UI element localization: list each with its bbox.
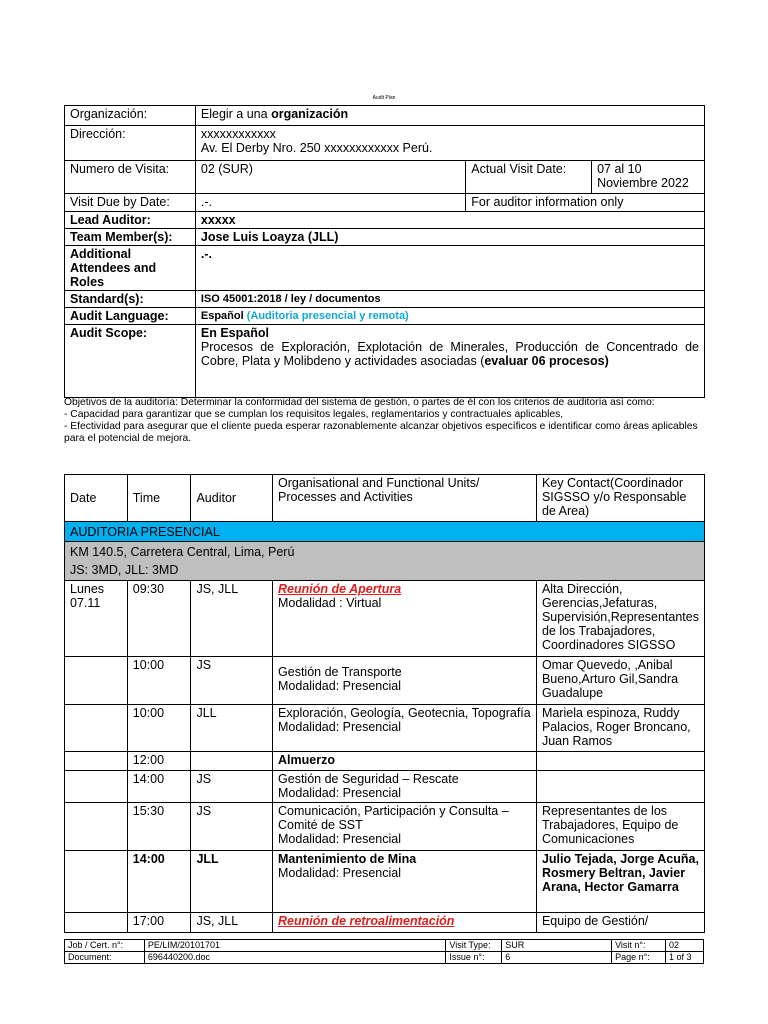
- cell-time: 12:00: [127, 752, 191, 771]
- schedule-table: [64, 474, 705, 933]
- section-row: [65, 522, 705, 542]
- col-header-time: Time: [127, 475, 191, 522]
- row-organizacion: [65, 106, 705, 126]
- value-lead-auditor: xxxxx: [195, 212, 704, 229]
- cell-time: 17:00: [127, 913, 191, 933]
- footer-row-2: [65, 952, 704, 964]
- audit-info-table: [64, 105, 705, 398]
- value-actual-visit-date: 07 al 10 Noviembre 2022: [592, 161, 705, 194]
- cell-date: [65, 851, 128, 913]
- schedule-row: [65, 851, 705, 913]
- cell-activity: Gestión de Seguridad – Rescate Modalidad: Presencial: [273, 771, 537, 803]
- value-direccion: xxxxxxxxxxxx Av. El Derby Nro. 250 xxxxxxxxxxxx Perú.: [195, 126, 704, 161]
- label-visit-due: Visit Due by Date:: [65, 194, 196, 212]
- cell-auditor: JS: [191, 803, 273, 851]
- footer-visit-no-value: 02: [666, 940, 704, 952]
- row-audit-scope: [65, 325, 705, 398]
- value-organizacion: Elegir a una organización: [195, 106, 704, 126]
- value-additional-attendees: .-.: [195, 246, 704, 291]
- note-visit-due: For auditor information only: [466, 194, 705, 212]
- objectives-item-1: - Capacidad para garantizar que se cumplan los requisitos legales, reglamentarios y contractuales aplicables,: [64, 409, 564, 420]
- cell-auditor: JLL: [191, 851, 273, 913]
- cell-auditor: JS: [191, 771, 273, 803]
- value-audit-language: Español (Auditoria presencial y remota): [195, 308, 704, 325]
- cell-time: 15:30: [127, 803, 191, 851]
- label-direccion: Dirección:: [65, 126, 196, 161]
- cell-activity: Almuerzo: [273, 752, 537, 771]
- col-header-contact: Key Contact(Coordinador SIGSSO y/o Responsable de Area): [536, 475, 704, 522]
- label-actual-visit-date: Actual Visit Date:: [466, 161, 592, 194]
- schedule-row: [65, 913, 705, 933]
- schedule-row: [65, 705, 705, 752]
- value-team-members: Jose Luis Loayza (JLL): [195, 229, 704, 246]
- footer-document-label: Document:: [65, 952, 145, 964]
- value-numero-visita: 02 (SUR): [195, 161, 465, 194]
- row-team-members: [65, 229, 705, 246]
- cell-contact: [536, 752, 704, 771]
- cell-auditor: JS, JLL: [191, 913, 273, 933]
- label-additional-attendees: Additional Attendees and Roles: [65, 246, 196, 291]
- value-visit-due: .-.: [195, 194, 465, 212]
- schedule-row: [65, 752, 705, 771]
- cell-auditor: JS, JLL: [191, 581, 273, 657]
- value-standards: ISO 45001:2018 / ley / documentos: [195, 291, 704, 308]
- footer-job-label: Job / Cert. n°:: [65, 940, 145, 952]
- row-numero-visita: [65, 161, 705, 194]
- label-standards: Standard(s):: [65, 291, 196, 308]
- footer-row-1: [65, 940, 704, 952]
- footer-visit-no-label: Visit n°:: [612, 940, 666, 952]
- footer-job-value: PE/LIM/20101701: [144, 940, 445, 952]
- cell-auditor: JLL: [191, 705, 273, 752]
- section-title: AUDITORIA PRESENCIAL: [65, 522, 705, 542]
- cell-contact: [536, 771, 704, 803]
- schedule-row: [65, 771, 705, 803]
- objectives-item-2: - Efectividad para asegurar que el cliente pueda esperar razonablemente alcanzar objetivos específicos e identificar como áreas aplicables para el potencial de mejora.: [64, 421, 698, 444]
- col-header-units: Organisational and Functional Units/ Processes and Activities: [273, 475, 537, 522]
- label-team-members: Team Member(s):: [65, 229, 196, 246]
- footer-visit-type-value: SUR: [502, 940, 612, 952]
- footer-page-label: Page n°:: [612, 952, 666, 964]
- schedule-header-row: [65, 475, 705, 522]
- cell-contact: Mariela espinoza, Ruddy Palacios, Roger Broncano, Juan Ramos: [536, 705, 704, 752]
- cell-contact: Julio Tejada, Jorge Acuña, Rosmery Beltran, Javier Arana, Hector Gamarra: [536, 851, 704, 913]
- row-lead-auditor: [65, 212, 705, 229]
- cell-date: [65, 913, 128, 933]
- cell-time: 10:00: [127, 657, 191, 705]
- objectives-intro: Objetivos de la auditoría: Determinar la conformidad del sistema de gestión, o partes de él con los criterios de auditoría así como:: [64, 397, 655, 408]
- cell-date: [65, 803, 128, 851]
- cell-date: [65, 705, 128, 752]
- label-lead-auditor: Lead Auditor:: [65, 212, 196, 229]
- schedule-row: [65, 581, 705, 657]
- cell-date: Lunes 07.11: [65, 581, 128, 657]
- cell-auditor: [191, 752, 273, 771]
- label-audit-scope: Audit Scope:: [65, 325, 196, 398]
- footer-visit-type-label: Visit Type:: [446, 940, 502, 952]
- row-additional-attendees: [65, 246, 705, 291]
- cell-contact: Alta Dirección, Gerencias,Jefaturas, Supervisión,Representantes de los Trabajadores, Coordinadores SIGSSO: [536, 581, 704, 657]
- cell-contact: Representantes de los Trabajadores, Equipo de Comunicaciones: [536, 803, 704, 851]
- cell-auditor: JS: [191, 657, 273, 705]
- cell-date: [65, 657, 128, 705]
- row-standards: [65, 291, 705, 308]
- page-header-title: Audit Plan: [372, 95, 396, 101]
- value-audit-scope: En Español Procesos de Exploración, Explotación de Minerales, Producción de Concentrado de Cobre, Plata y Molibdeno y actividades asociadas (evaluar 06 procesos): [195, 325, 704, 398]
- row-visit-due: [65, 194, 705, 212]
- label-numero-visita: Numero de Visita:: [65, 161, 196, 194]
- label-organizacion: Organización:: [65, 106, 196, 126]
- cell-activity: Gestión de Transporte Modalidad: Presencial: [273, 657, 537, 705]
- footer-document-value: 696440200.doc: [144, 952, 445, 964]
- cell-activity: Exploración, Geología, Geotecnia, Topografía Modalidad: Presencial: [273, 705, 537, 752]
- cell-time: 10:00: [127, 705, 191, 752]
- cell-time: 14:00: [127, 771, 191, 803]
- footer-page-value: 1 of 3: [666, 952, 704, 964]
- schedule-row: [65, 657, 705, 705]
- cell-time: 09:30: [127, 581, 191, 657]
- cell-activity: Reunión de Apertura Modalidad : Virtual: [273, 581, 537, 657]
- row-audit-language: [65, 308, 705, 325]
- col-header-date: Date: [65, 475, 128, 522]
- footer-issue-label: Issue n°:: [446, 952, 502, 964]
- cell-contact: Equipo de Gestión/: [536, 913, 704, 933]
- label-audit-language: Audit Language:: [65, 308, 196, 325]
- cell-activity: Mantenimiento de Mina Modalidad: Presencial: [273, 851, 537, 913]
- location-row: [65, 542, 705, 581]
- location-info: KM 140.5, Carretera Central, Lima, Perú JS: 3MD, JLL: 3MD: [65, 542, 705, 581]
- cell-date: [65, 752, 128, 771]
- row-direccion: [65, 126, 705, 161]
- cell-time: 14:00: [127, 851, 191, 913]
- audit-objectives: [64, 397, 705, 445]
- footer-table: [64, 939, 704, 964]
- schedule-row: [65, 803, 705, 851]
- footer-issue-value: 6: [502, 952, 612, 964]
- cell-activity: Comunicación, Participación y Consulta – Comité de SST Modalidad: Presencial: [273, 803, 537, 851]
- cell-contact: Omar Quevedo, ,Anibal Bueno,Arturo Gil,Sandra Guadalupe: [536, 657, 704, 705]
- cell-date: [65, 771, 128, 803]
- col-header-auditor: Auditor: [191, 475, 273, 522]
- cell-activity: Reunión de retroalimentación: [273, 913, 537, 933]
